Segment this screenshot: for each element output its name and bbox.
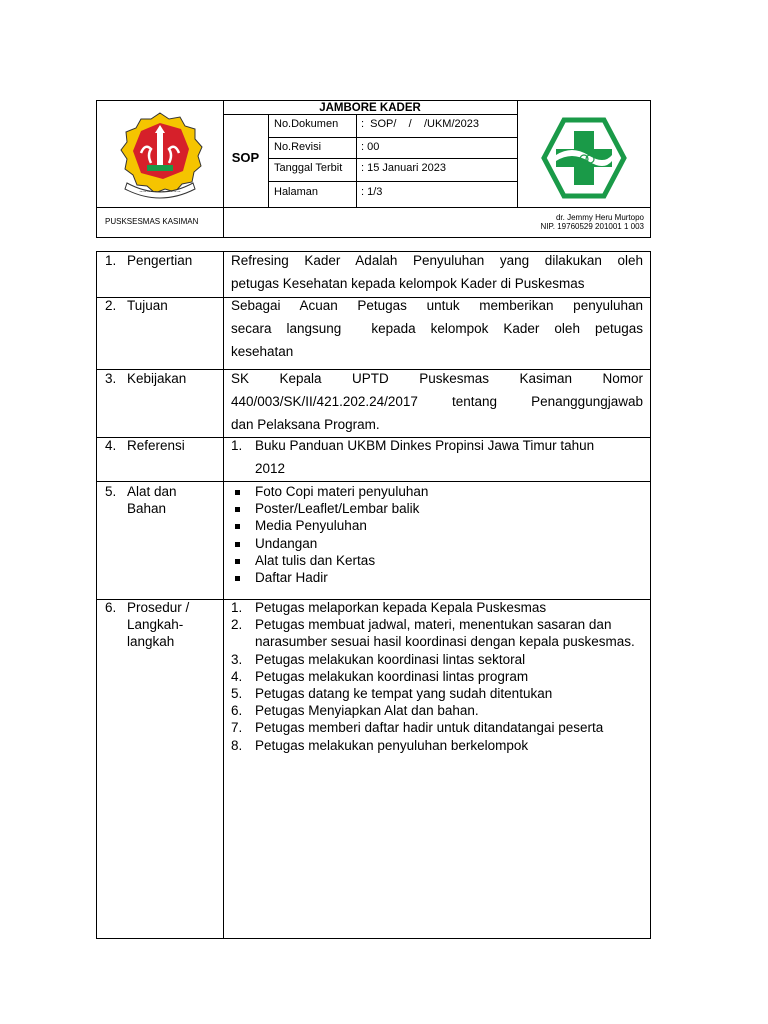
section-content-kebijakan (231, 367, 643, 436)
institution-name: PUSKSESMAS KASIMAN (105, 217, 199, 226)
content-line: 2012 (255, 461, 286, 476)
step-number: 3. (231, 651, 243, 667)
step-text: Petugas Menyiapkan Alat dan bahan. (255, 703, 479, 719)
meta-value-no-revisi: : 00 (361, 141, 380, 153)
sop-label: SOP (231, 150, 260, 165)
document-title: JAMBORE KADER (319, 102, 421, 114)
meta-label-halaman: Halaman (274, 186, 319, 198)
sop-header (96, 100, 651, 238)
section-number: 2. (105, 298, 117, 313)
step-number: 4. (231, 668, 243, 684)
reference-number: 1. (231, 438, 243, 453)
step-text: Petugas memberi daftar hadir untuk ditandatangai peserta (255, 720, 604, 736)
section-label-tujuan (105, 297, 168, 314)
step-number: 5. (231, 686, 243, 702)
section-content-referensi (231, 434, 643, 480)
content-line: kesehatan (231, 344, 294, 359)
section-number: 5. (105, 484, 117, 499)
signer-nip: NIP. 19760529 201001 1 003 (540, 222, 644, 231)
svg-text:~~~~~~~~~~~: ~~~~~~~~~~~ (139, 190, 181, 195)
list-item: Alat tulis dan Kertas (231, 552, 643, 569)
section-content-prosedur (231, 599, 643, 754)
section-number: 6. (105, 600, 117, 615)
step-text: Petugas melakukan koordinasi lintas sektoral (255, 651, 526, 667)
section-title: Kebijakan (127, 371, 187, 386)
section-title: Referensi (127, 438, 185, 453)
procedure-step (231, 668, 643, 685)
sop-content-table (96, 251, 651, 939)
section-label-alat-bahan (105, 483, 177, 517)
step-text: Petugas melakukan koordinasi lintas program (255, 668, 529, 684)
section-number: 1. (105, 253, 117, 268)
procedure-step (231, 719, 643, 736)
regional-emblem-logo (111, 109, 209, 201)
step-text: Petugas melaporkan kepada Kepala Puskesmas (255, 600, 547, 615)
step-text: Petugas membuat jadwal, materi, menentukan sasaran dan narasumber sesuai hasil koordinasi dengan kepala puskesmas. (255, 617, 635, 650)
step-number: 1. (231, 600, 243, 615)
content-line: petugas Kesehatan kepada kelompok Kader di Puskesmas (231, 276, 585, 291)
section-number: 3. (105, 371, 117, 386)
content-line: SK Kepala UPTD Puskesmas Kasiman Nomor (231, 371, 643, 386)
content-line: Sebagai Acuan Petugas untuk memberikan penyuluhan (231, 298, 643, 313)
section-title-cont: Bahan (127, 501, 167, 516)
section-title: Pengertian (127, 253, 193, 268)
section-title-cont: langkah (127, 634, 175, 649)
content-line: 440/003/SK/II/421.202.24/2017 tentang Penanggungjawab (231, 394, 643, 409)
step-text: Petugas datang ke tempat yang sudah ditentukan (255, 686, 553, 702)
procedure-step (231, 702, 643, 719)
list-item: Poster/Leaflet/Lembar balik (231, 500, 643, 517)
section-title: Tujuan (127, 298, 168, 313)
step-number: 6. (231, 703, 243, 719)
meta-label-no-dokumen: No.Dokumen (274, 118, 339, 130)
section-label-referensi (105, 437, 185, 454)
meta-value-no-dokumen: : SOP/ / /UKM/2023 (361, 118, 479, 130)
procedure-step (231, 599, 643, 616)
meta-value-halaman: : 1/3 (361, 186, 383, 198)
puskesmas-logo (540, 117, 628, 199)
section-label-pengertian (105, 252, 192, 269)
list-item: Undangan (231, 535, 643, 552)
section-number: 4. (105, 438, 117, 453)
section-title: Prosedur / (127, 600, 190, 615)
section-title-cont: Langkah- (127, 617, 184, 632)
meta-label-tanggal-terbit: Tanggal Terbit (274, 162, 343, 174)
section-label-prosedur (105, 599, 189, 650)
section-content-tujuan (231, 294, 643, 363)
list-item: Foto Copi materi penyuluhan (231, 483, 643, 500)
meta-value-tanggal-terbit: : 15 Januari 2023 (361, 162, 447, 174)
content-line: secara langsung kepada kelompok Kader oleh petugas (231, 321, 643, 336)
section-content-alat-bahan (231, 483, 643, 586)
procedure-step (231, 616, 643, 650)
signer-name: dr. Jemmy Heru Murtopo (555, 213, 644, 222)
section-content-pengertian (231, 249, 643, 295)
step-number: 8. (231, 737, 243, 753)
step-text: Petugas melakukan penyuluhan berkelompok (255, 737, 529, 753)
section-title: Alat dan (127, 484, 177, 499)
step-number: 7. (231, 720, 243, 736)
list-item: Media Penyuluhan (231, 517, 643, 534)
step-number: 2. (231, 617, 243, 633)
list-item: Daftar Hadir (231, 569, 643, 586)
content-line: dan Pelaksana Program. (231, 417, 380, 432)
procedure-step (231, 737, 643, 754)
section-label-kebijakan (105, 370, 186, 387)
meta-label-no-revisi: No.Revisi (274, 141, 322, 153)
procedure-step (231, 651, 643, 668)
content-line: Buku Panduan UKBM Dinkes Propinsi Jawa Timur tahun (255, 438, 595, 453)
procedure-step (231, 685, 643, 702)
content-line: Refresing Kader Adalah Penyuluhan yang dilakukan oleh (231, 253, 643, 268)
